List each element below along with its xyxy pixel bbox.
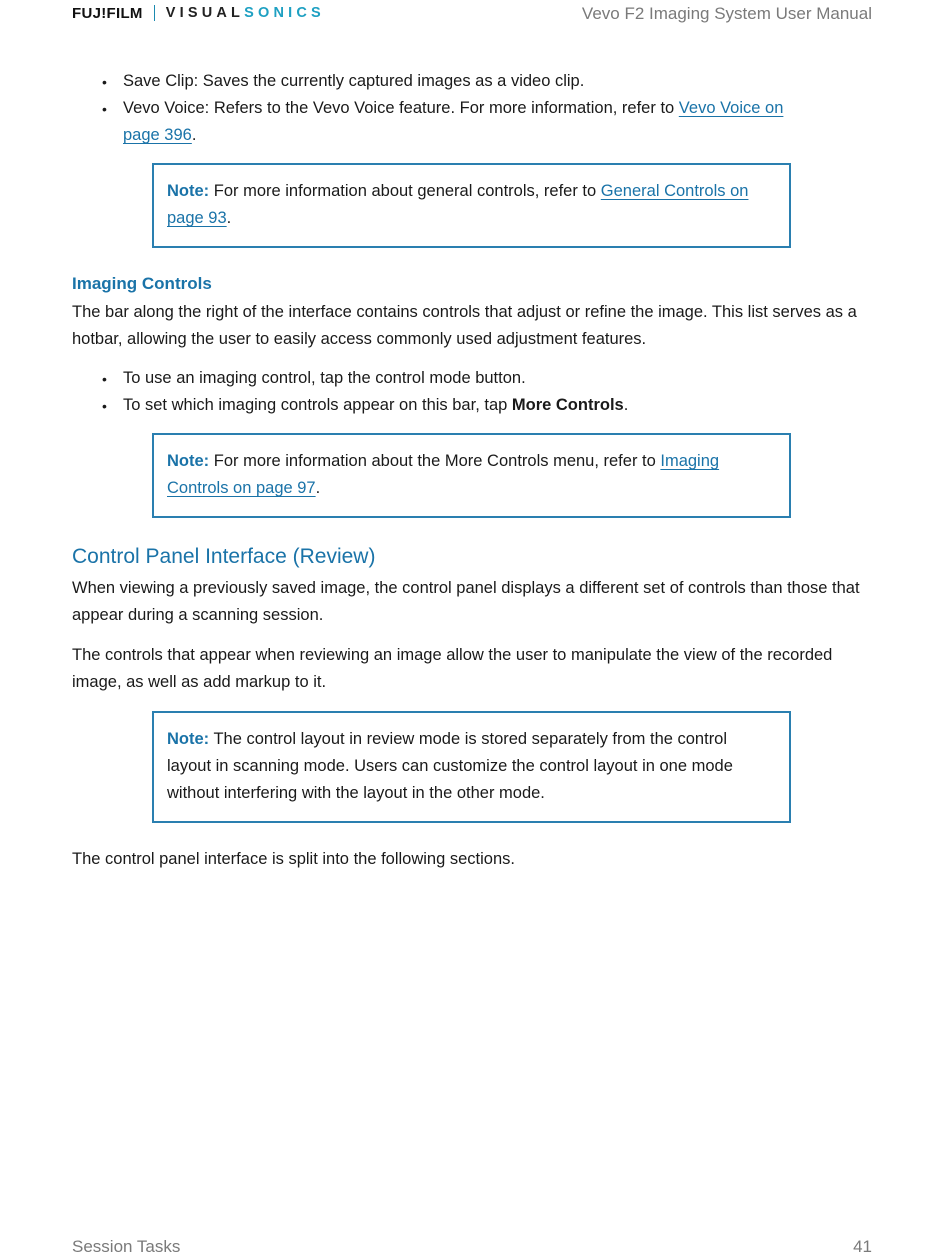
imaging-controls-bullet-list — [72, 365, 878, 419]
logo-visual-text: VISUAL — [165, 5, 245, 21]
review-paragraph-1: When viewing a previously saved image, the control panel displays a different set of controls than those that appear during a scanning session. — [72, 579, 860, 624]
note-box-more-controls: Note: For more information about the More Controls menu, refer to Imaging Controls on page 97. — [152, 433, 791, 518]
logo-sonics-text: SONICS — [244, 5, 325, 21]
imaging-controls-section — [72, 270, 878, 419]
top-bullet-list — [72, 68, 878, 149]
list-item: • Vevo Voice: Refers to the Vevo Voice feature. For more information, refer to Vevo Voice on page 396. — [72, 95, 878, 149]
page-header — [0, 0, 950, 34]
imaging-controls-link[interactable]: Imaging Controls on page 97 — [167, 452, 720, 497]
fujifilm-visualsonics-logo — [72, 2, 325, 24]
manual-title: Vevo F2 Imaging System User Manual — [581, 4, 872, 23]
footer-page-number: 41 — [853, 1237, 872, 1256]
closing-section — [72, 846, 878, 873]
review-paragraph-2: The controls that appear when reviewing an image allow the user to manipulate the view of the recorded image, as well as add markup to it. — [72, 646, 833, 691]
note-text: For more information about general controls, refer to — [209, 182, 601, 200]
note-box-general-controls: Note: For more information about general controls, refer to General Controls on page 93. — [152, 163, 791, 248]
closing-paragraph: The control panel interface is split into the following sections. — [72, 850, 515, 868]
vevo-voice-link[interactable]: Vevo Voice on page 396 — [123, 99, 784, 144]
list-item — [72, 68, 878, 95]
bullet-text: Save Clip: Saves the currently captured images as a video clip. — [123, 72, 585, 90]
general-controls-link[interactable]: General Controls on page 93 — [167, 182, 749, 227]
bullet-text: Vevo Voice: Refers to the Vevo Voice feature. For more information, refer to — [123, 99, 679, 117]
imaging-controls-heading: Imaging Controls — [72, 274, 212, 293]
note-box-review-layout: Note: The control layout in review mode is stored separately from the control layout in scanning mode. Users can customize the control layout in one mode without interfering with the layout in the other mode. — [152, 711, 791, 823]
note-text: For more information about the More Controls menu, refer to — [209, 452, 661, 470]
list-item: • To use an imaging control, tap the control mode button. — [72, 365, 878, 392]
review-section — [72, 542, 878, 696]
note-label: Note: — [167, 452, 210, 470]
imaging-controls-paragraph: The bar along the right of the interface contains controls that adjust or refine the image. This list serves as a hotbar, allowing the user to easily access commonly used adjustment features. — [72, 303, 857, 348]
logo-fujifilm-text: FUJ!FILM — [72, 4, 143, 22]
review-section-heading: Control Panel Interface (Review) — [72, 545, 376, 568]
logo-divider — [154, 5, 155, 21]
footer-section-name: Session Tasks — [72, 1237, 181, 1256]
list-item: • To set which imaging controls appear on this bar, tap More Controls. — [72, 392, 878, 419]
top-bullet-list-container — [72, 68, 878, 149]
note-label: Note: — [167, 730, 210, 748]
note-label: Note: — [167, 182, 210, 200]
more-controls-bold: More Controls — [511, 396, 624, 414]
